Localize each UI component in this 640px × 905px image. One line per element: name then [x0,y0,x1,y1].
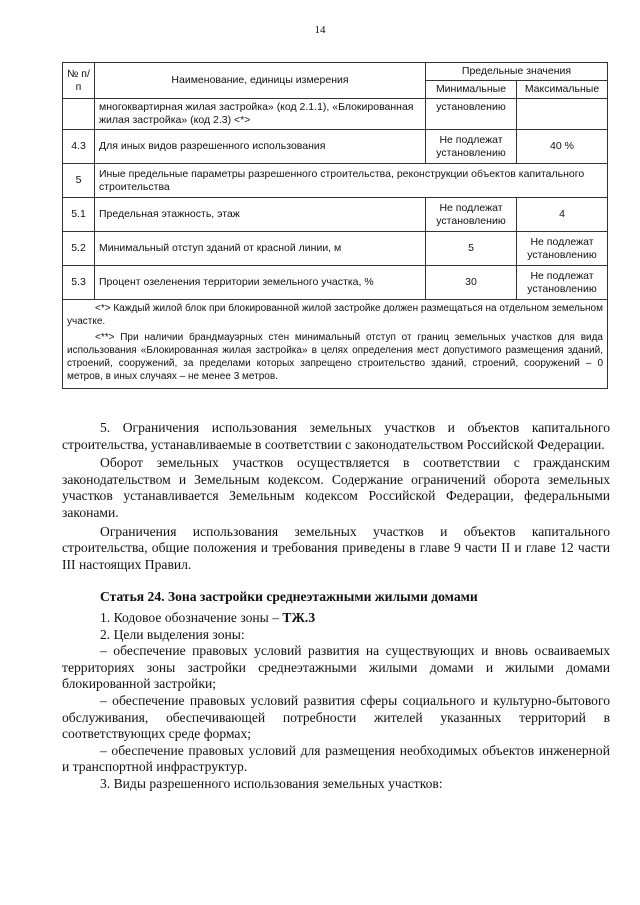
row-min: установлению [426,99,517,130]
row-max [517,99,608,130]
note-1: <*> Каждый жилой блок при блокированной жилой застройке должен размещаться на отдельном земельном участке. [67,303,603,327]
item-zone-code [62,610,610,627]
row-num [63,99,95,130]
item-permitted-uses: 3. Виды разрешенного использования земельных участков: [100,775,443,791]
table-notes-row [63,300,608,389]
row-max: 40 % [517,130,608,164]
table-row [63,99,608,130]
table-header-row [63,63,608,81]
row-name: Процент озеленения территории земельного участка, % [95,266,426,300]
table-row [63,232,608,266]
article-title: Статья 24. Зона застройки среднеэтажными жилыми домами [100,589,478,605]
row-max: Не подлежат установлению [517,232,608,266]
row-num: 4.3 [63,130,95,164]
parameters-table [62,62,608,389]
row-min: 30 [426,266,517,300]
page-number: 14 [314,24,326,36]
paragraph-restrictions: 5. Ограничения использования земельных участков и объектов капитального строительства, устанавливаемые в соответствии с законодательством Российской Федерации. [62,420,610,452]
row-max: Не подлежат установлению [517,266,608,300]
header-limits: Предельные значения [426,63,608,81]
row-min: Не подлежат установлению [426,198,517,232]
table-row [63,266,608,300]
row-name: Минимальный отступ зданий от красной линии, м [95,232,426,266]
header-num: № п/п [63,63,95,99]
row-name: Предельная этажность, этаж [95,198,426,232]
note-2: <**> При наличии брандмауэрных стен минимальный отступ от границ земельных участков для вида использования «Блокированная жилая застройка» в целях определения мест допустимого размещения зданий, строений, сооружений, за пределами которых запрещено строительство зданий, строений, сооружений – 0 метров, в иных случаях – не менее 3 метров. [67,332,603,382]
table-row [63,130,608,164]
row-num: 5.2 [63,232,95,266]
row-num: 5 [63,164,95,198]
table-notes [63,300,608,389]
item-zone-goals: 2. Цели выделения зоны: [100,626,245,642]
goal-item: – обеспечение правовых условий для размещения необходимых объектов инженерной и транспортной инфраструктур. [62,742,610,775]
row-min: 5 [426,232,517,266]
header-name: Наименование, единицы измерения [95,63,426,99]
body-text [62,420,610,792]
row-min: Не подлежат установлению [426,130,517,164]
item-zone-code-text: 1. Кодовое обозначение зоны – [100,609,283,625]
row-num: 5.1 [63,198,95,232]
paragraph-general-provisions: Ограничения использования земельных участков и объектов капитального строительства, общие положения и требования приведены в главе 9 части II и главе 12 части III настоящих Правил. [62,523,610,572]
goal-item: – обеспечение правовых условий развития на существующих и вновь осваиваемых территориях зоны застройки среднеэтажными жилыми домами и жилыми домами блокированной застройки; [62,643,610,692]
row-name: Иные предельные параметры разрешенного строительства, реконструкции объектов капитального строительства [95,164,608,198]
row-name: многоквартирная жилая застройка» (код 2.1.1), «Блокированная жилая застройка» (код 2.3) <*> [95,99,426,130]
zone-code: ТЖ.3 [282,609,316,625]
goal-item: – обеспечение правовых условий развития сферы социального и культурно-бытового обслуживания, обеспечивающей потребности жителей указанных территорий в соответствующих среде формах; [62,692,610,742]
table-row [63,198,608,232]
row-max: 4 [517,198,608,232]
row-name: Для иных видов разрешенного использования [95,130,426,164]
row-num: 5.3 [63,266,95,300]
paragraph-turnover: Оборот земельных участков осуществляется в соответствии с гражданским законодательством и Земельным кодексом. Содержание ограничений оборота земельных участков устанавливается Земельным кодексом Российской Федерации, федеральными законами. [62,455,610,520]
header-max: Максимальные [517,81,608,99]
header-min: Минимальные [426,81,517,99]
table-row [63,164,608,198]
